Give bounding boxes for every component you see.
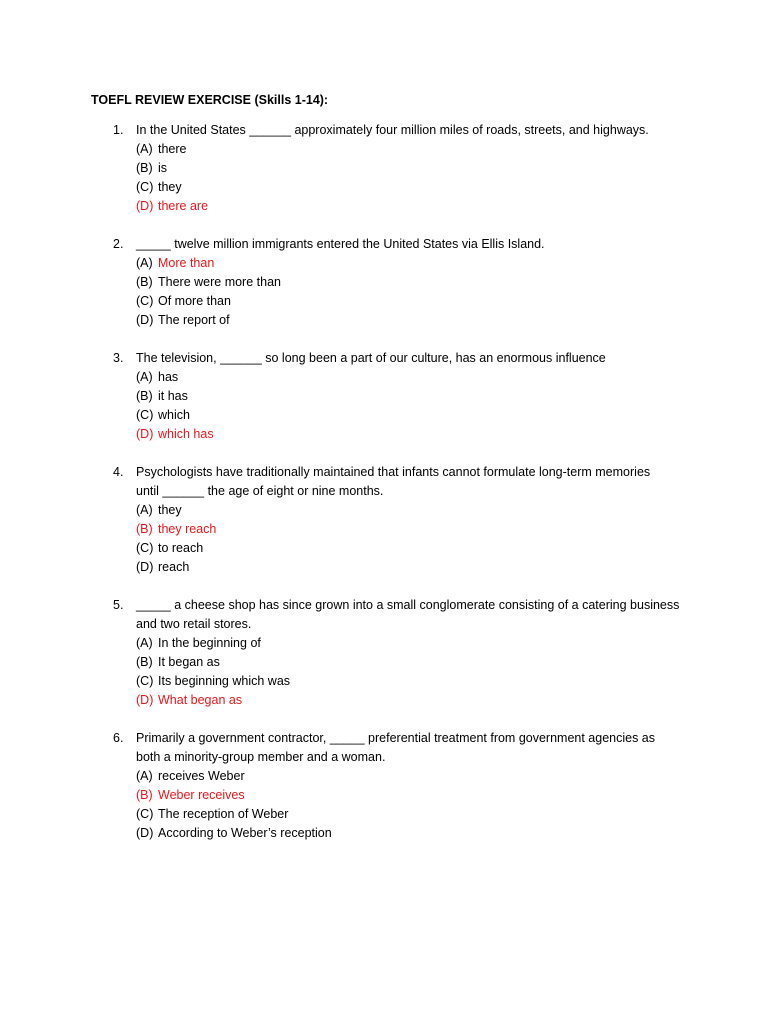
answer-option-correct [0, 520, 768, 539]
question-stem-line [0, 596, 768, 615]
question-number: 4. [113, 465, 124, 479]
option-letter: (D) [136, 313, 154, 327]
answer-option-correct [0, 425, 768, 444]
option-letter: (C) [136, 541, 154, 555]
option-text: which [158, 408, 190, 422]
option-text: The reception of Weber [158, 807, 289, 821]
question-item [0, 463, 768, 577]
option-letter: (C) [136, 294, 154, 308]
answer-option [0, 311, 768, 330]
answer-option [0, 368, 768, 387]
question-number: 3. [113, 351, 124, 365]
question-item [0, 235, 768, 330]
question-stem-text: Psychologists have traditionally maintained that infants cannot formulate long-term memories [136, 465, 651, 479]
option-letter: (C) [136, 180, 154, 194]
question-item [0, 121, 768, 216]
option-letter: (A) [136, 636, 153, 650]
question-item [0, 596, 768, 710]
question-stem-line [0, 615, 768, 634]
question-number: 6. [113, 731, 124, 745]
option-letter: (A) [136, 142, 153, 156]
question-stem-line [0, 482, 768, 501]
option-letter: (D) [136, 427, 154, 441]
answer-option-correct [0, 197, 768, 216]
option-letter: (B) [136, 655, 153, 669]
option-letter: (D) [136, 199, 154, 213]
option-letter: (D) [136, 693, 154, 707]
question-stem-line [0, 463, 768, 482]
answer-option [0, 767, 768, 786]
option-text: Its beginning which was [158, 674, 291, 688]
question-stem-line [0, 349, 768, 368]
answer-option [0, 634, 768, 653]
option-letter: (A) [136, 503, 153, 517]
answer-option [0, 653, 768, 672]
question-stem-text: until ______ the age of eight or nine months. [136, 484, 384, 498]
question-stem-text: In the United States ______ approximately four million miles of roads, streets, and highways. [136, 123, 649, 137]
page-title: TOEFL REVIEW EXERCISE (Skills 1-14): [91, 93, 329, 107]
option-letter: (C) [136, 807, 154, 821]
option-text: reach [158, 560, 190, 574]
question-stem-line [0, 235, 768, 254]
answer-option [0, 805, 768, 824]
option-text: there are [158, 199, 209, 213]
option-letter: (B) [136, 522, 153, 536]
option-letter: (B) [136, 275, 153, 289]
answer-option [0, 672, 768, 691]
question-stem-text: The television, ______ so long been a part of our culture, has an enormous influence [136, 351, 606, 365]
question-item [0, 729, 768, 843]
option-letter: (A) [136, 370, 153, 384]
question-number: 5. [113, 598, 124, 612]
option-letter: (A) [136, 256, 153, 270]
question-stem-line [0, 748, 768, 767]
option-text: there [158, 142, 187, 156]
answer-option [0, 159, 768, 178]
option-letter: (D) [136, 826, 154, 840]
option-text: There were more than [158, 275, 281, 289]
option-letter: (C) [136, 674, 154, 688]
option-text: More than [158, 256, 215, 270]
option-text: it has [158, 389, 188, 403]
option-text: they reach [158, 522, 217, 536]
option-text: According to Weber’s reception [158, 826, 332, 840]
option-letter: (A) [136, 769, 153, 783]
question-stem-line [0, 121, 768, 140]
option-text: has [158, 370, 179, 384]
option-text: receives Weber [158, 769, 245, 783]
question-stem-text: both a minority-group member and a woman. [136, 750, 386, 764]
option-text: they [158, 503, 182, 517]
question-number: 1. [113, 123, 124, 137]
answer-option-correct [0, 254, 768, 273]
option-text: In the beginning of [158, 636, 261, 650]
answer-option [0, 824, 768, 843]
option-text: to reach [158, 541, 204, 555]
answer-option [0, 501, 768, 520]
option-letter: (D) [136, 560, 154, 574]
answer-option [0, 539, 768, 558]
question-list [0, 121, 768, 862]
answer-option [0, 178, 768, 197]
answer-option-correct [0, 691, 768, 710]
question-number: 2. [113, 237, 124, 251]
answer-option [0, 292, 768, 311]
question-item [0, 349, 768, 444]
question-stem-text: _____ twelve million immigrants entered the United States via Ellis Island. [136, 237, 545, 251]
option-text: Of more than [158, 294, 231, 308]
answer-option [0, 558, 768, 577]
answer-option [0, 140, 768, 159]
option-letter: (C) [136, 408, 154, 422]
question-stem-text: _____ a cheese shop has since grown into a small conglomerate consisting of a catering business [136, 598, 680, 612]
option-letter: (B) [136, 389, 153, 403]
option-text: The report of [158, 313, 230, 327]
option-text: It began as [158, 655, 220, 669]
answer-option [0, 387, 768, 406]
answer-option-correct [0, 786, 768, 805]
question-stem-text: and two retail stores. [136, 617, 252, 631]
option-letter: (B) [136, 161, 153, 175]
option-text: What began as [158, 693, 243, 707]
question-stem-text: Primarily a government contractor, _____ preferential treatment from government agencies as [136, 731, 656, 745]
option-letter: (B) [136, 788, 153, 802]
answer-option [0, 273, 768, 292]
option-text: which has [158, 427, 214, 441]
option-text: they [158, 180, 182, 194]
option-text: Weber receives [158, 788, 245, 802]
answer-option [0, 406, 768, 425]
question-stem-line [0, 729, 768, 748]
option-text: is [158, 161, 168, 175]
